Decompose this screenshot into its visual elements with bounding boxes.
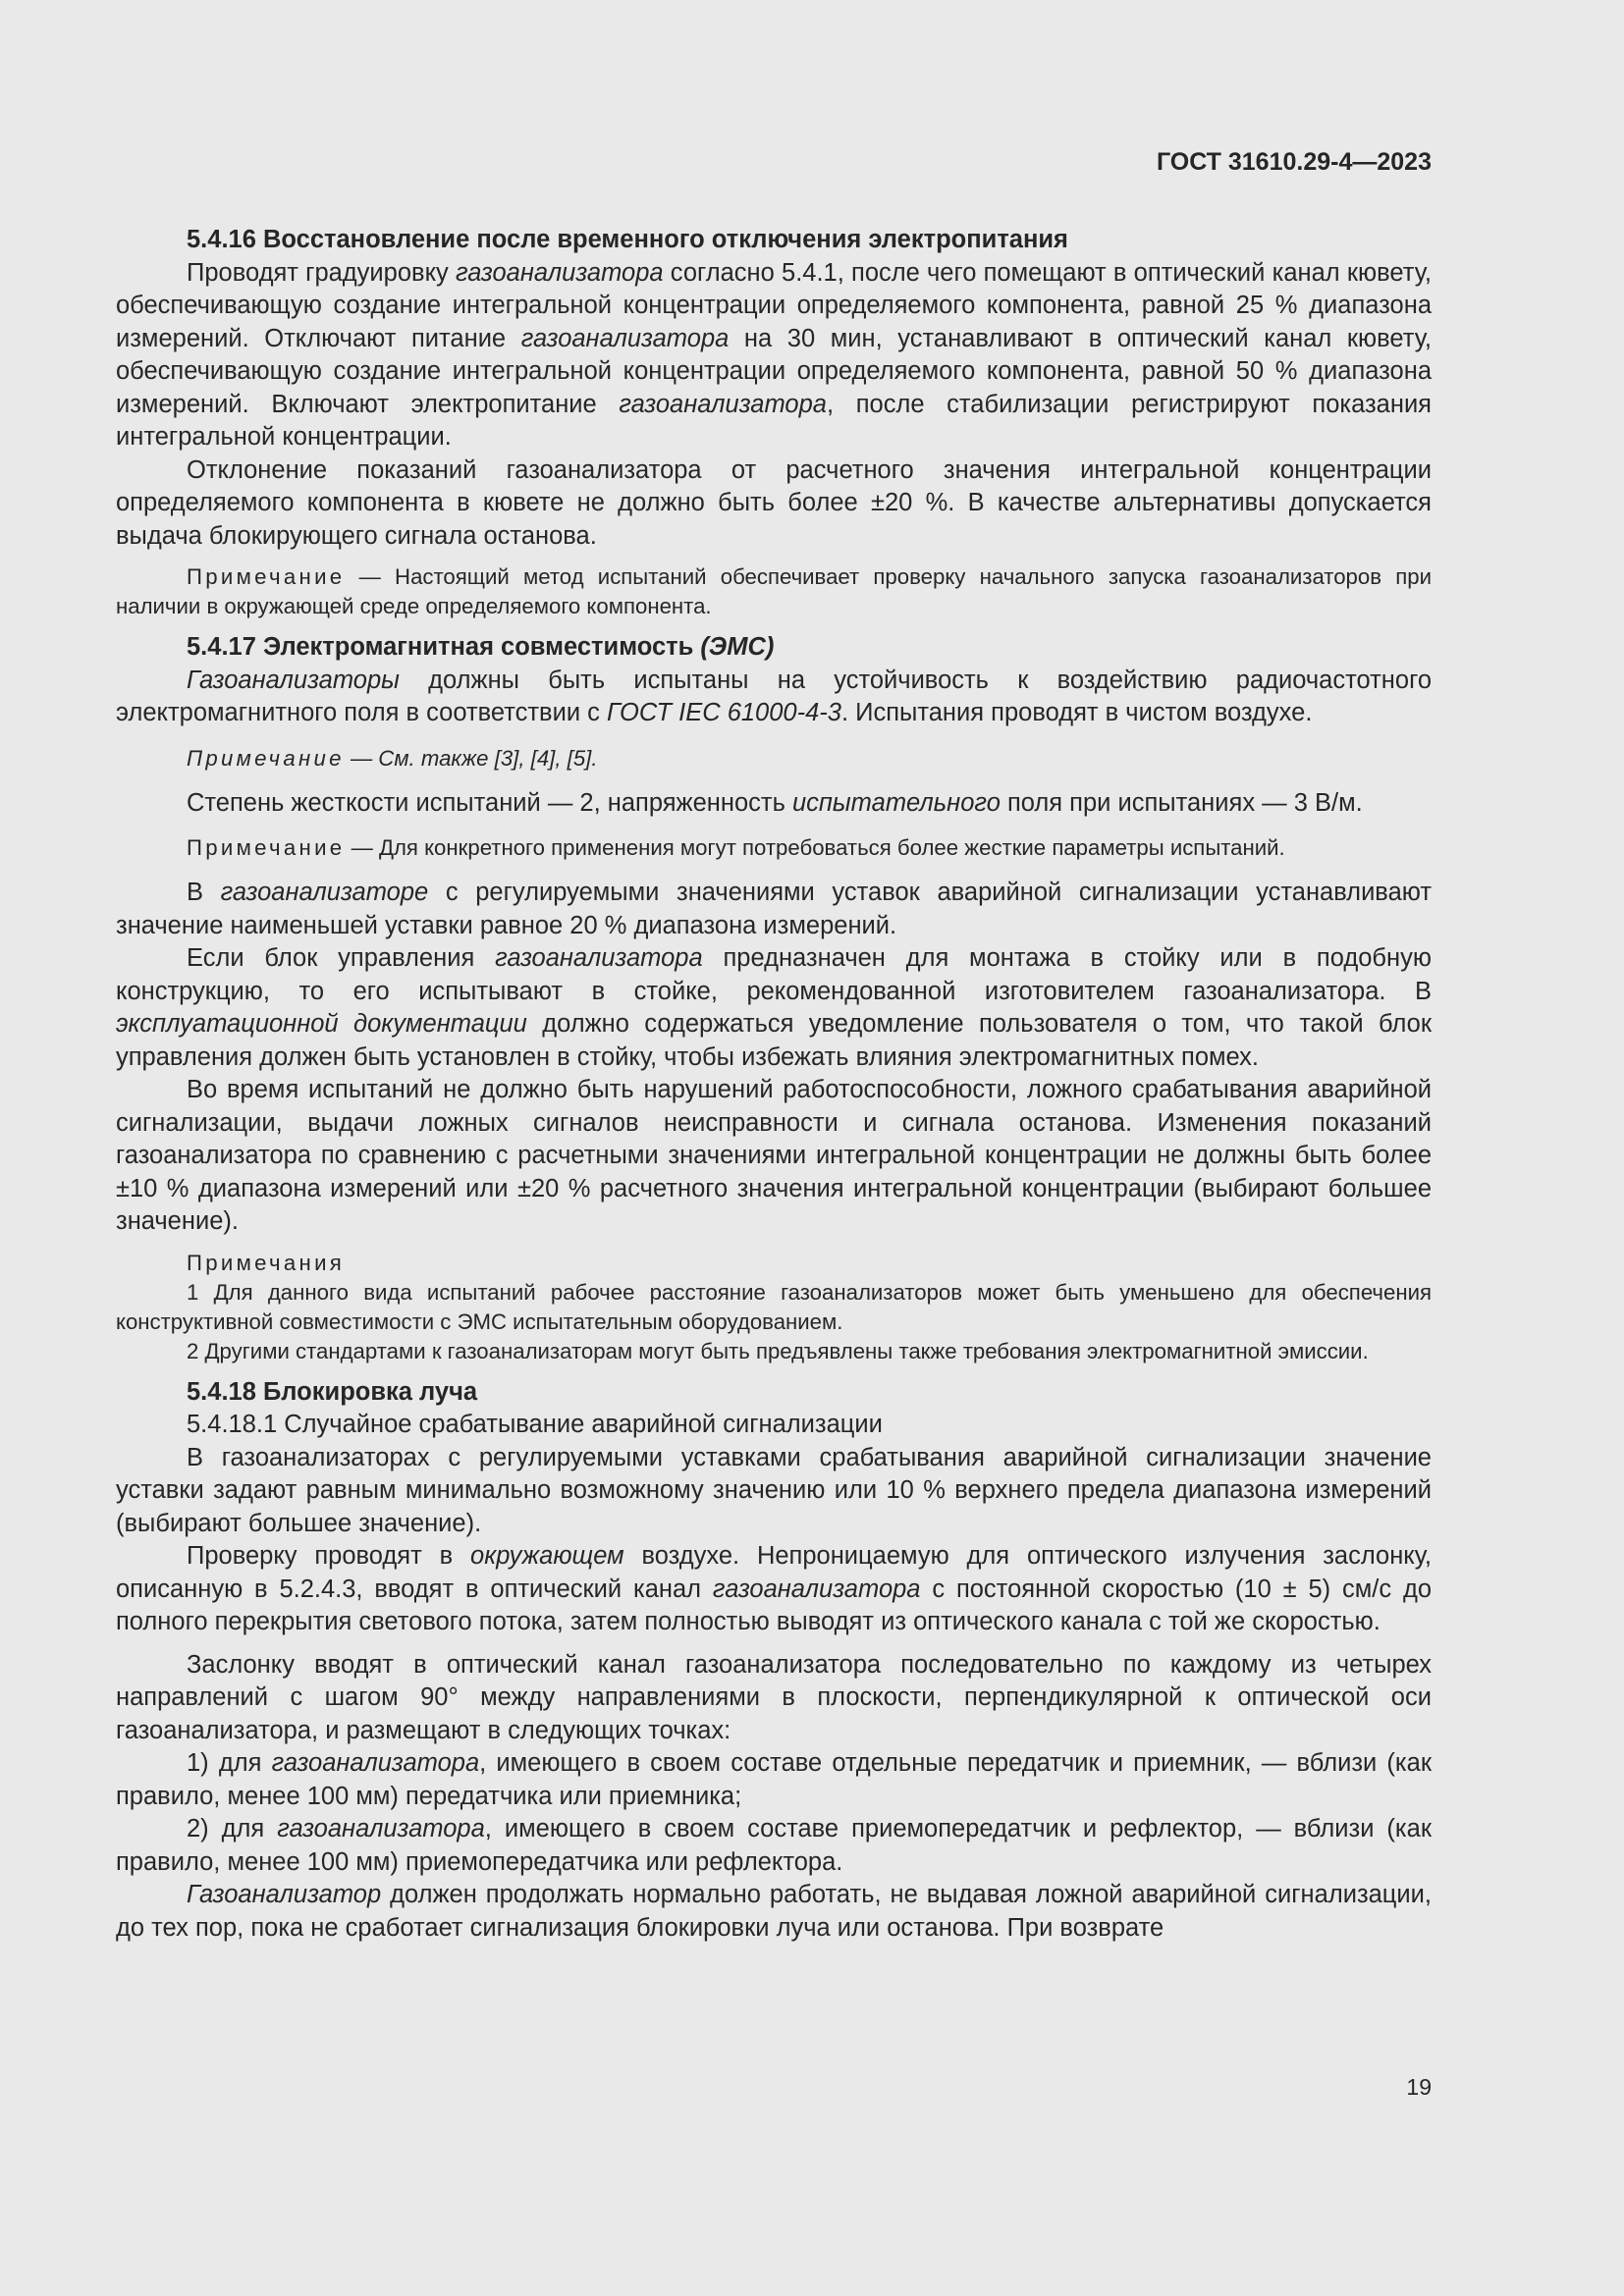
section-5-4-16-title: 5.4.16 Восстановление после временного отключения электропитания xyxy=(187,226,1068,253)
section-5-4-18-paragraph-4: Газоанализатор должен продолжать нормально работать, не выдавая ложной аварийной сигнализации, до тех пор, пока не сработает сигнализация блокировки луча или останова. При возврате xyxy=(116,1881,1432,1942)
section-5-4-16-paragraph-1: Проводят градуировку газоанализатора согласно 5.4.1, после чего помещают в оптический канал кювету, обеспечивающую создание интегральной концентрации определяемого компонента, равной 25 % диапазона измерений. Отключают питание газоанализатора на 30 мин, устанавливают в оптический канал кювету, обеспечивающую создание интегральной концентрации определяемого компонента, равной 50 % диапазона измерений. Включают электропитание газоанализатора, после стабилизации регистрируют показания интегральной концентрации. xyxy=(116,258,1432,451)
section-5-4-18-paragraph-2: Проверку проводят в окружающем воздухе. Непроницаемую для оптического излучения заслонку, описанную в 5.2.4.3, вводят в оптический канал газоанализатора с постоянной скоростью (10 ± 5) см/с до полного перекрытия светового потока, затем полностью выводят из оптического канала с той же скоростью. xyxy=(116,1542,1433,1635)
section-5-4-17-paragraph-4: Если блок управления газоанализатора предназначен для монтажа в стойку или в подобную конструкцию, то его испытывают в стойке, рекомендованной изготовителем газоанализатора. В эксплуатационной документации должно содержаться уведомление пользователя о том, что такой блок управления должен быть установлен в стойку, чтобы избежать влияния электромагнитных помех. xyxy=(116,944,1432,1071)
section-5-4-17-paragraph-2: Степень жесткости испытаний — 2, напряженность испытательного поля при испытаниях — 3 В/м. xyxy=(187,788,1363,817)
section-5-4-18-list-item-2: 2) для газоанализатора, имеющего в своем составе приемопередатчик и рефлектор, — вблизи (как правило, менее 100 мм) приемопередатчика или рефлектора. xyxy=(116,1815,1432,1876)
section-5-4-17-paragraph-5: Во время испытаний не должно быть нарушений работоспособности, ложного срабатывания аварийной сигнализации, выдачи ложных сигналов неисправности и сигнала останова. Изменения показаний газоанализатора по сравнению с расчетными значениями интегральной концентрации не должны быть более ±10 % диапазона измерений или ±20 % расчетного значения интегральной концентрации (выбирают большее значение). xyxy=(116,1076,1432,1235)
page-content xyxy=(116,224,1432,1945)
page-number: 19 xyxy=(1406,2074,1432,2100)
section-5-4-17-notes-item: 2 Другими стандартами к газоанализаторам могут быть предъявлены также требования электромагнитной эмиссии. xyxy=(187,1338,1369,1363)
section-5-4-18-list-item-1: 1) для газоанализатора, имеющего в своем составе отдельные передатчик и приемник, — вблизи (как правило, менее 100 мм) передатчика или приемника; xyxy=(116,1749,1432,1810)
section-5-4-17-note-2: Примечание — Для конкретного применения могут потребоваться более жесткие параметры испытаний. xyxy=(187,835,1285,860)
section-5-4-18-title: 5.4.18 Блокировка луча xyxy=(187,1377,478,1406)
section-5-4-16-note: Примечание — Настоящий метод испытаний обеспечивает проверку начального запуска газоанализаторов при наличии в окружающей среде определяемого компонента. xyxy=(116,564,1432,618)
section-5-4-18-1-title: 5.4.18.1 Случайное срабатывание аварийной сигнализации xyxy=(187,1411,883,1438)
section-5-4-17-paragraph-3: В газоанализаторе с регулируемыми значениями уставок аварийной сигнализации устанавливают значение наименьшей уставки равное 20 % диапазона измерений. xyxy=(116,879,1432,939)
section-5-4-17-paragraph-1: Газоанализаторы должны быть испытаны на устойчивость к воздействию радиочастотного электромагнитного поля в соответствии с ГОСТ IEC 61000-4-3. Испытания проводят в чистом воздухе. xyxy=(116,666,1432,726)
section-5-4-17-title: 5.4.17 Электромагнитная совместимость (ЭМС) xyxy=(187,633,775,661)
section-5-4-17-notes-title: Примечания xyxy=(187,1250,346,1275)
section-5-4-18-paragraph-1: В газоанализаторах с регулируемыми уставками срабатывания аварийной сигнализации значение уставки задают равным минимально возможному значению или 10 % верхнего предела диапазона измерений (выбирают большее значение). xyxy=(116,1443,1432,1537)
section-5-4-18-paragraph-3: Заслонку вводят в оптический канал газоанализатора последовательно по каждому из четырех направлений с шагом 90° между направлениями в плоскости, перпендикулярной к оптической оси газоанализатора, и размещают в следующих точках: xyxy=(116,1650,1432,1744)
document-code: ГОСТ 31610.29-4—2023 xyxy=(1156,148,1432,176)
section-5-4-17-notes-item: 1 Для данного вида испытаний рабочее расстояние газоанализаторов может быть уменьшено для обеспечения конструктивной совместимости с ЭМС испытательным оборудованием. xyxy=(116,1279,1432,1334)
section-5-4-16-paragraph-2: Отклонение показаний газоанализатора от расчетного значения интегральной концентрации определяемого компонента в кювете не должно быть более ±20 %. В качестве альтернативы допускается выдача блокирующего сигнала останова. xyxy=(116,455,1432,550)
section-5-4-17-note-1: Примечание — См. также [3], [4], [5]. xyxy=(187,745,598,771)
